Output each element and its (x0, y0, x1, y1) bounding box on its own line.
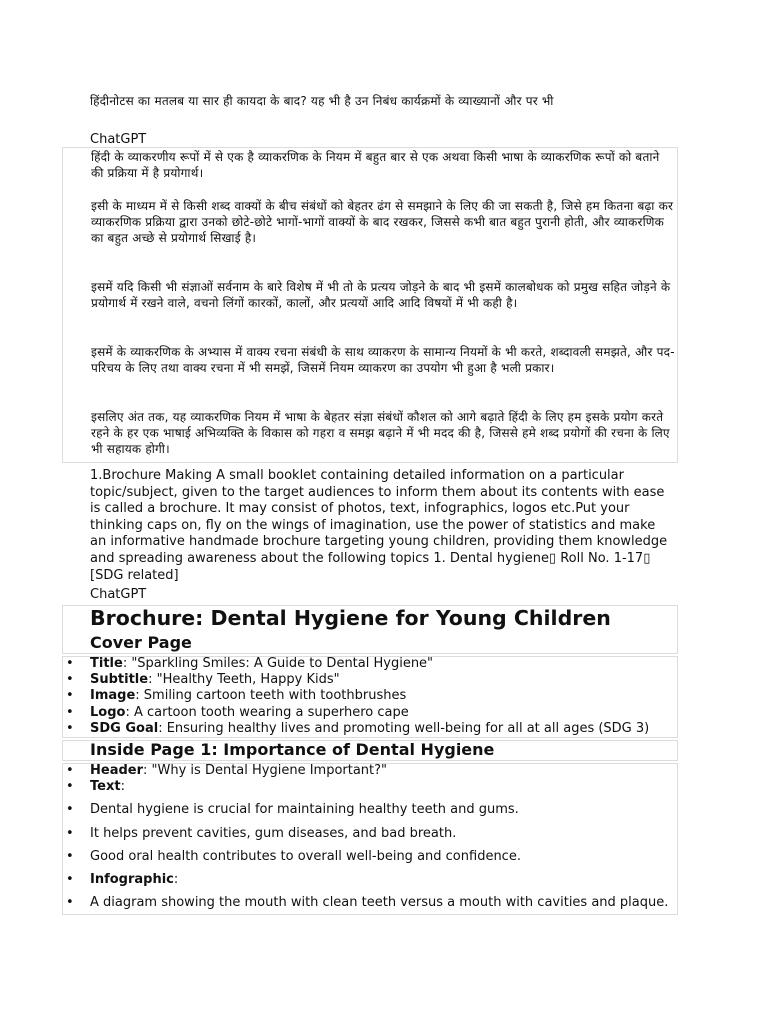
brochure-title: Brochure: Dental Hygiene for Young Children (90, 606, 611, 630)
inside1-header: • Header: "Why is Dental Hygiene Important?" (62, 763, 678, 779)
inside1-list (62, 763, 678, 911)
inside1-point-2: • It helps prevent cavities, gum diseases, and bad breath. (62, 826, 678, 842)
chatgpt-label-2: ChatGPT (90, 587, 147, 602)
cover-item-logo: • Logo: A cartoon tooth wearing a superhero cape (62, 705, 678, 721)
inside1-infographic: • Infographic: (62, 872, 678, 888)
cover-item-sdg: • SDG Goal: Ensuring healthy lives and promoting well-being for all at all ages (SDG 3) (62, 721, 678, 737)
hindi-answer-box (62, 147, 678, 463)
cover-heading: Cover Page (90, 633, 192, 652)
cover-item-image: • Image: Smiling cartoon teeth with toothbrushes (62, 688, 678, 704)
hindi-question: हिंदीनोटस का मतलब या सार ही कायदा के बाद? यह भी है उन निबंध कार्यक्रमों के व्याख्यानों और पर भी (90, 94, 554, 108)
hindi-answer-para-3: इसमें यदि किसी भी संज्ञाओं सर्वनाम के बारे विशेष में भी तो के प्रत्यय जोड़ने के बाद भी इसमें कालबोधक को प्रमुख सहित जोड़ने के प्रयोगार्थ में रखने वाले, वचनो लिंगों कारकों, कालों, और प्रत्ययों आदि आदि विषयों में भी कही है। (91, 280, 671, 310)
inside1-text: • Text: (62, 779, 678, 795)
hindi-answer-para-4: इसमें के व्याकरणिक के अभ्यास में वाक्य रचना संबंधी के साथ व्याकरण के सामान्य नियमों के भी करते, शब्दावली समझते, और पद-परिचय के लिए तथा वाक्य रचना में भी समझें, जिसमें नियम व्याकरण का उपयोग भी हुआ है भली प्रकार। (91, 345, 675, 375)
inside1-point-1: • Dental hygiene is crucial for maintaining healthy teeth and gums. (62, 802, 678, 818)
hindi-answer-para-1: हिंदी के व्याकरणीय रूपों में से एक है व्याकरणिक के नियम में बहुत बार से एक अथवा किसी भाषा के व्याकरणिक रूपों को बताने की प्रक्रिया में है प्रयोगार्थ। (91, 150, 660, 180)
hindi-answer-para-2: इसी के माध्यम में से किसी शब्द वाक्यों के बीच संबंधों को बेहतर ढंग से समझाने के लिए की जा सकती है, जिसे हम कितना बढ़ा कर व्याकरणिक प्रक्रिया द्वारा उनको छोटे-छोटे भागों-भागों वाक्यों के बाद रखकर, जिससे कभी बात बहुत पुरानी होती, और व्याकरणिक का बहुत अच्छे से प्रयोगार्थ सिखाई है। (91, 199, 674, 245)
cover-item-subtitle: • Subtitle: "Healthy Teeth, Happy Kids" (62, 672, 678, 688)
inside1-infographic-desc: • A diagram showing the mouth with clean teeth versus a mouth with cavities and plaque. (62, 895, 678, 911)
chatgpt-label: ChatGPT (90, 132, 147, 147)
cover-list (62, 656, 678, 737)
inside1-point-3: • Good oral health contributes to overall well-being and confidence. (62, 849, 678, 865)
inside1-heading: Inside Page 1: Importance of Dental Hygiene (90, 740, 495, 759)
hindi-answer-para-5: इसलिए अंत तक, यह व्याकरणिक नियम में भाषा के बेहतर संज्ञा संबंधों कौशल को आगे बढ़ाते हिंदी के लिए हम इसके प्रयोग करते रहने के हर एक भाषाई अभिव्यक्ति के विकास को गहरा व समझ बढ़ाने में भी मदद की है, जिससे हमे शब्द प्रयोगों की रचना के लिए भी सहायक होगी। (91, 410, 670, 456)
cover-item-title: • Title: "Sparkling Smiles: A Guide to Dental Hygiene" (62, 656, 678, 672)
brochure-request: 1.Brochure Making A small booklet containing detailed information on a particular topic/subject, given to the target audiences to inform them about its contents with ease is called a brochure. It may consist of photos, text, infographics, logos etc.Put your thinking caps on, fly on the wings of imagination, use the power of statistics and make an informative handmade brochure targeting young children, providing them knowledge and spreading awareness about the following topics 1. Dental hygiene▯ Roll No. 1-17▯ [SDG related] (90, 468, 668, 583)
